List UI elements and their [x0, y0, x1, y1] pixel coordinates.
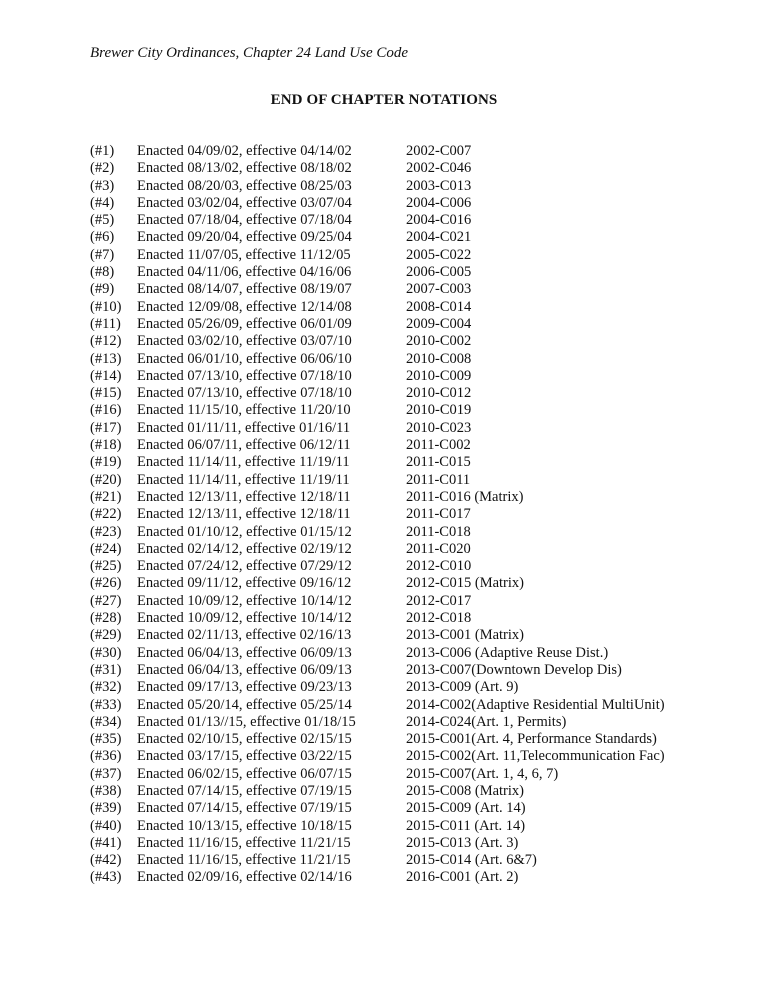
page-title: END OF CHAPTER NOTATIONS: [270, 92, 498, 108]
notation-number: (#4): [90, 194, 115, 211]
notation-row: [90, 229, 710, 246]
notation-row: [90, 160, 710, 177]
notation-row: [90, 869, 710, 886]
notation-enactment: Enacted 11/14/11, effective 11/19/11: [137, 454, 350, 471]
notation-ordinance: 2015-C009 (Art. 14): [406, 800, 526, 817]
notation-row: [90, 316, 710, 333]
notation-enactment: Enacted 05/26/09, effective 06/01/09: [137, 315, 352, 332]
notation-row: [90, 748, 710, 765]
notation-ordinance: 2010-C008: [406, 350, 472, 367]
notation-row: [90, 662, 710, 679]
notation-enactment: Enacted 12/09/08, effective 12/14/08: [137, 298, 352, 315]
notation-row: [90, 800, 710, 817]
notation-ordinance: 2013-C007(Downtown Develop Dis): [406, 661, 622, 678]
notation-row: [90, 645, 710, 662]
notation-number: (#27): [90, 592, 122, 609]
notation-number: (#36): [90, 748, 122, 765]
notation-enactment: Enacted 11/14/11, effective 11/19/11: [137, 471, 350, 488]
notation-ordinance: 2015-C011 (Art. 14): [406, 817, 526, 834]
notation-row: [90, 524, 710, 541]
notation-enactment: Enacted 11/15/10, effective 11/20/10: [137, 402, 351, 419]
notation-row: [90, 264, 710, 281]
notation-number: (#18): [90, 437, 122, 454]
notation-enactment: Enacted 04/11/06, effective 04/16/06: [137, 264, 352, 281]
notation-number: (#14): [90, 367, 122, 384]
notation-enactment: Enacted 02/14/12, effective 02/19/12: [137, 540, 352, 557]
notation-row: [90, 420, 710, 437]
notation-number: (#23): [90, 523, 122, 540]
notation-enactment: Enacted 10/09/12, effective 10/14/12: [137, 610, 352, 627]
notation-ordinance: 2015-C007(Art. 1, 4, 6, 7): [406, 765, 559, 782]
notation-ordinance: 2015-C008 (Matrix): [406, 782, 524, 799]
notation-number: (#30): [90, 644, 122, 661]
notations-list: [90, 143, 710, 887]
notation-number: (#7): [90, 246, 115, 263]
notation-enactment: Enacted 01/11/11, effective 01/16/11: [137, 419, 351, 436]
running-header: Brewer City Ordinances, Chapter 24 Land Use Code: [90, 45, 409, 61]
notation-ordinance: 2005-C022: [406, 246, 472, 263]
notation-enactment: Enacted 11/16/15, effective 11/21/15: [137, 852, 351, 869]
notation-row: [90, 299, 710, 316]
notation-enactment: Enacted 01/13//15, effective 01/18/15: [137, 713, 356, 730]
notation-number: (#29): [90, 627, 122, 644]
notation-enactment: Enacted 11/07/05, effective 11/12/05: [137, 246, 351, 263]
notation-row: [90, 766, 710, 783]
notation-row: [90, 402, 710, 419]
notation-number: (#39): [90, 800, 122, 817]
notation-row: [90, 714, 710, 731]
notation-number: (#42): [90, 852, 122, 869]
notation-ordinance: 2015-C014 (Art. 6&7): [406, 852, 537, 869]
notation-number: (#13): [90, 350, 122, 367]
notation-number: (#43): [90, 869, 122, 886]
notation-number: (#12): [90, 333, 122, 350]
notation-number: (#16): [90, 402, 122, 419]
notation-number: (#38): [90, 782, 122, 799]
notation-ordinance: 2012-C018: [406, 610, 472, 627]
notation-ordinance: 2002-C046: [406, 160, 472, 177]
notation-number: (#31): [90, 661, 122, 678]
notation-ordinance: 2012-C010: [406, 558, 472, 575]
notation-row: [90, 333, 710, 350]
notation-ordinance: 2011-C020: [406, 540, 471, 557]
notation-enactment: Enacted 12/13/11, effective 12/18/11: [137, 488, 351, 505]
notation-row: [90, 541, 710, 558]
notation-number: (#35): [90, 731, 122, 748]
notation-enactment: Enacted 07/13/10, effective 07/18/10: [137, 367, 352, 384]
notation-enactment: Enacted 07/14/15, effective 07/19/15: [137, 800, 352, 817]
notation-enactment: Enacted 06/07/11, effective 06/12/11: [137, 437, 351, 454]
notation-enactment: Enacted 10/09/12, effective 10/14/12: [137, 592, 352, 609]
notation-row: [90, 489, 710, 506]
notation-enactment: Enacted 11/16/15, effective 11/21/15: [137, 834, 351, 851]
notation-ordinance: 2010-C023: [406, 419, 472, 436]
notation-ordinance: 2008-C014: [406, 298, 472, 315]
notation-number: (#11): [90, 315, 121, 332]
notation-enactment: Enacted 06/04/13, effective 06/09/13: [137, 644, 352, 661]
notation-row: [90, 835, 710, 852]
notation-row: [90, 472, 710, 489]
notation-ordinance: 2004-C006: [406, 194, 472, 211]
notation-row: [90, 281, 710, 298]
notation-number: (#40): [90, 817, 122, 834]
notation-enactment: Enacted 09/17/13, effective 09/23/13: [137, 679, 352, 696]
notation-number: (#22): [90, 506, 122, 523]
notation-ordinance: 2009-C004: [406, 315, 472, 332]
notation-ordinance: 2010-C009: [406, 367, 472, 384]
notation-ordinance: 2012-C017: [406, 592, 472, 609]
notation-number: (#32): [90, 679, 122, 696]
notation-row: [90, 627, 710, 644]
notation-number: (#6): [90, 229, 115, 246]
notation-enactment: Enacted 12/13/11, effective 12/18/11: [137, 506, 351, 523]
notation-number: (#8): [90, 264, 115, 281]
notation-number: (#37): [90, 765, 122, 782]
notation-ordinance: 2006-C005: [406, 264, 472, 281]
notation-enactment: Enacted 03/17/15, effective 03/22/15: [137, 748, 352, 765]
notation-row: [90, 178, 710, 195]
notation-number: (#19): [90, 454, 122, 471]
notation-ordinance: 2011-C016 (Matrix): [406, 488, 524, 505]
notation-number: (#1): [90, 143, 115, 159]
notation-ordinance: 2007-C003: [406, 281, 472, 298]
notation-enactment: Enacted 08/13/02, effective 08/18/02: [137, 160, 352, 177]
notation-enactment: Enacted 07/24/12, effective 07/29/12: [137, 558, 352, 575]
notation-row: [90, 575, 710, 592]
notation-number: (#15): [90, 385, 122, 402]
notation-row: [90, 506, 710, 523]
notation-row: [90, 454, 710, 471]
notation-number: (#33): [90, 696, 122, 713]
notation-number: (#3): [90, 177, 115, 194]
notation-enactment: Enacted 07/13/10, effective 07/18/10: [137, 385, 352, 402]
notation-row: [90, 697, 710, 714]
notation-ordinance: 2013-C006 (Adaptive Reuse Dist.): [406, 644, 609, 661]
notation-row: [90, 195, 710, 212]
notation-row: [90, 437, 710, 454]
notation-number: (#17): [90, 419, 122, 436]
notation-row: [90, 212, 710, 229]
notation-number: (#5): [90, 212, 115, 229]
notation-row: [90, 558, 710, 575]
notation-row: [90, 351, 710, 368]
notation-row: [90, 731, 710, 748]
notation-ordinance: 2011-C002: [406, 437, 471, 454]
notation-ordinance: 2004-C021: [406, 229, 472, 246]
notation-ordinance: 2011-C018: [406, 523, 471, 540]
notation-ordinance: 2010-C019: [406, 402, 472, 419]
notation-enactment: Enacted 08/14/07, effective 08/19/07: [137, 281, 352, 298]
notation-number: (#26): [90, 575, 122, 592]
notation-ordinance: 2011-C011: [406, 471, 471, 488]
notation-enactment: Enacted 05/20/14, effective 05/25/14: [137, 696, 352, 713]
notation-number: (#41): [90, 834, 122, 851]
notation-ordinance: 2010-C002: [406, 333, 472, 350]
notation-ordinance: 2013-C001 (Matrix): [406, 627, 524, 644]
notation-number: (#10): [90, 298, 122, 315]
notation-ordinance: 2015-C001(Art. 4, Performance Standards): [406, 731, 657, 748]
notation-ordinance: 2016-C001 (Art. 2): [406, 869, 519, 886]
notation-row: [90, 247, 710, 264]
notation-number: (#34): [90, 713, 122, 730]
notation-enactment: Enacted 03/02/04, effective 03/07/04: [137, 194, 352, 211]
notation-ordinance: 2014-C002(Adaptive Residential MultiUnit): [406, 696, 665, 713]
notation-enactment: Enacted 09/20/04, effective 09/25/04: [137, 229, 352, 246]
notation-ordinance: 2010-C012: [406, 385, 472, 402]
notation-row: [90, 385, 710, 402]
notation-ordinance: 2012-C015 (Matrix): [406, 575, 524, 592]
notation-ordinance: 2011-C017: [406, 506, 471, 523]
notation-ordinance: 2015-C013 (Art. 3): [406, 834, 519, 851]
notation-ordinance: 2002-C007: [406, 143, 472, 159]
notation-number: (#24): [90, 540, 122, 557]
notation-enactment: Enacted 03/02/10, effective 03/07/10: [137, 333, 352, 350]
notation-enactment: Enacted 09/11/12, effective 09/16/12: [137, 575, 352, 592]
notation-row: [90, 593, 710, 610]
notation-enactment: Enacted 06/04/13, effective 06/09/13: [137, 661, 352, 678]
notation-row: [90, 143, 710, 160]
notation-ordinance: 2011-C015: [406, 454, 471, 471]
notation-row: [90, 852, 710, 869]
notation-enactment: Enacted 02/10/15, effective 02/15/15: [137, 731, 352, 748]
notation-number: (#9): [90, 281, 115, 298]
notation-ordinance: 2004-C016: [406, 212, 472, 229]
notation-enactment: Enacted 02/09/16, effective 02/14/16: [137, 869, 352, 886]
notation-row: [90, 783, 710, 800]
notation-number: (#25): [90, 558, 122, 575]
notation-number: (#20): [90, 471, 122, 488]
notation-ordinance: 2003-C013: [406, 177, 472, 194]
notation-row: [90, 368, 710, 385]
notation-row: [90, 679, 710, 696]
notation-row: [90, 818, 710, 835]
notation-enactment: Enacted 08/20/03, effective 08/25/03: [137, 177, 352, 194]
notation-enactment: Enacted 06/02/15, effective 06/07/15: [137, 765, 352, 782]
notation-enactment: Enacted 07/14/15, effective 07/19/15: [137, 782, 352, 799]
notation-number: (#28): [90, 610, 122, 627]
notation-enactment: Enacted 01/10/12, effective 01/15/12: [137, 523, 352, 540]
notation-ordinance: 2014-C024(Art. 1, Permits): [406, 713, 567, 730]
notation-ordinance: 2013-C009 (Art. 9): [406, 679, 519, 696]
notation-ordinance: 2015-C002(Art. 11,Telecommunication Fac): [406, 748, 665, 765]
notation-enactment: Enacted 04/09/02, effective 04/14/02: [137, 143, 352, 159]
notation-number: (#21): [90, 488, 122, 505]
notation-enactment: Enacted 06/01/10, effective 06/06/10: [137, 350, 352, 367]
notation-enactment: Enacted 02/11/13, effective 02/16/13: [137, 627, 352, 644]
notation-row: [90, 610, 710, 627]
notation-number: (#2): [90, 160, 115, 177]
notation-enactment: Enacted 10/13/15, effective 10/18/15: [137, 817, 352, 834]
notation-enactment: Enacted 07/18/04, effective 07/18/04: [137, 212, 352, 229]
